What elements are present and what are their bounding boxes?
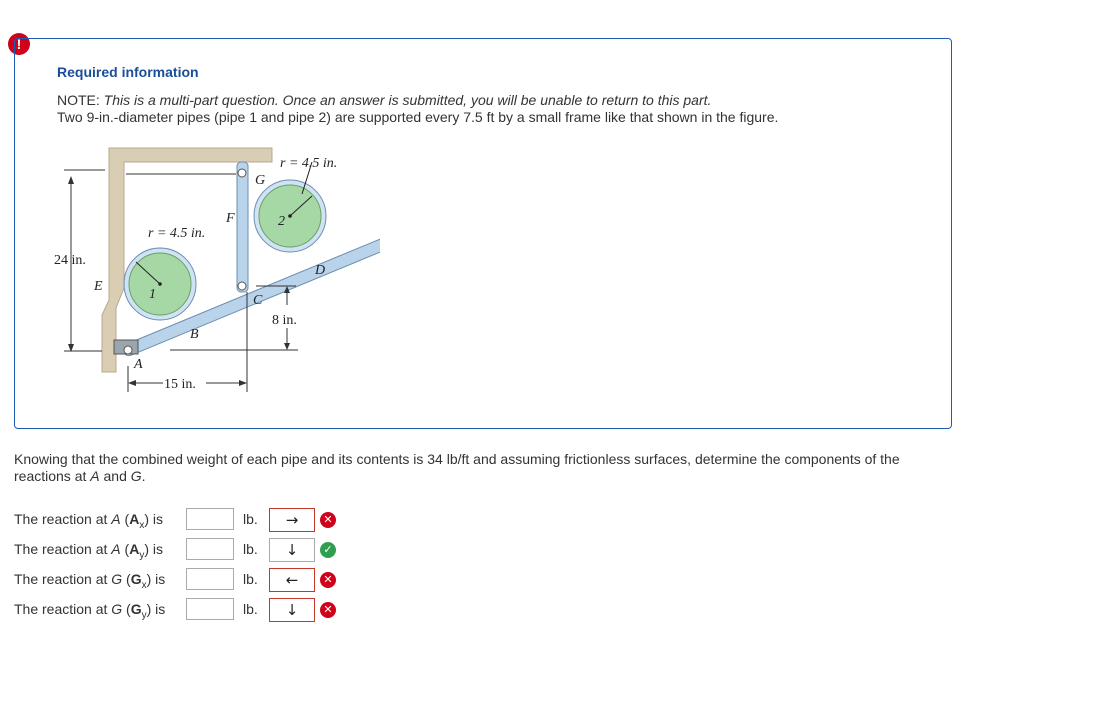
label-A: A <box>134 357 143 372</box>
label-pipe-1: 1 <box>149 287 156 302</box>
correct-icon: ✓ <box>320 542 336 558</box>
alert-icon: ! <box>8 33 30 55</box>
note-label: NOTE: <box>57 92 100 108</box>
unit-label: lb. <box>243 511 258 527</box>
answer-input-gy[interactable] <box>186 598 234 620</box>
dim-24-arrow-top <box>68 176 74 184</box>
label-15in: 15 in. <box>164 377 196 392</box>
answer-input-gx[interactable] <box>186 568 234 590</box>
member-FC <box>237 162 248 292</box>
label-F: F <box>226 211 235 226</box>
note-line <box>57 92 711 108</box>
pipe-1-center <box>158 282 162 286</box>
problem-description: Two 9-in.-diameter pipes (pipe 1 and pipe 2) are supported every 7.5 ft by a small frame like that shown in the figure. <box>57 109 779 125</box>
dim-8-arrow-down <box>284 343 290 350</box>
label-C: C <box>253 293 263 308</box>
unit-label: lb. <box>243 571 258 587</box>
direction-select-gx[interactable]: ← <box>269 568 315 592</box>
question-main: Knowing that the combined weight of each pipe and its contents is 34 lb/ft and assuming frictionless surfaces, determine the components of the reactions at <box>14 451 900 484</box>
answer-label: The reaction at A $(A_y)$ is <box>14 541 163 561</box>
incorrect-icon: ✕ <box>320 512 336 528</box>
note-text: This is a multi-part question. Once an answer is submitted, you will be unable to return to this part. <box>103 92 712 108</box>
pin-C <box>238 282 246 290</box>
label-24in: 24 in. <box>54 253 86 268</box>
answer-input-ax[interactable] <box>186 508 234 530</box>
required-info-title: Required information <box>57 64 199 80</box>
dim-15-arrow-right <box>239 380 247 386</box>
incorrect-icon: ✕ <box>320 572 336 588</box>
label-r-left: r = 4.5 in. <box>148 226 206 241</box>
question-point-g: G <box>130 468 142 484</box>
direction-select-ay[interactable]: ↓ <box>269 538 315 562</box>
label-B: B <box>190 327 199 342</box>
label-D: D <box>315 263 326 278</box>
unit-label: lb. <box>243 541 258 557</box>
answer-label: The reaction at G $(G_x)$ is <box>14 571 166 591</box>
answer-label: The reaction at A $(A_x)$ is <box>14 511 163 531</box>
label-E: E <box>94 279 103 294</box>
incorrect-icon: ✕ <box>320 602 336 618</box>
unit-label: lb. <box>243 601 258 617</box>
answer-label: The reaction at G $(G_y)$ is <box>14 601 166 621</box>
dim-15-arrow-left <box>128 380 136 386</box>
question-point-a: A <box>90 468 100 484</box>
pipe-2-center <box>288 214 292 218</box>
direction-select-gy[interactable]: ↓ <box>269 598 315 622</box>
question-period: . <box>141 468 146 484</box>
question-text <box>14 451 914 485</box>
label-8in: 8 in. <box>272 313 297 328</box>
pin-A <box>124 346 132 354</box>
question-and: and <box>99 468 131 484</box>
pin-G <box>238 169 246 177</box>
label-G: G <box>255 173 266 188</box>
label-r-top: r = 4.5 in. <box>280 156 338 171</box>
direction-select-ax[interactable]: → <box>269 508 315 532</box>
answer-input-ay[interactable] <box>186 538 234 560</box>
frame-figure <box>50 140 380 405</box>
label-pipe-2: 2 <box>278 214 285 229</box>
